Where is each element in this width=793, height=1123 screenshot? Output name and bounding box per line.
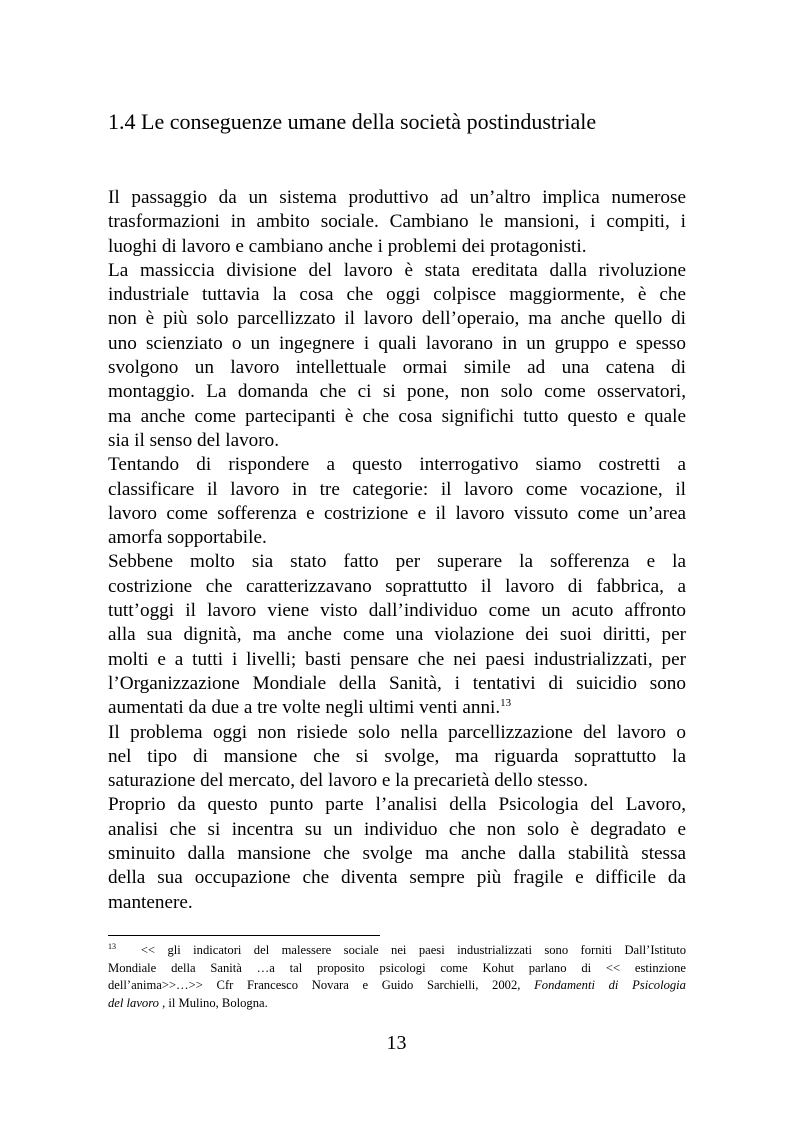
text-line: analisi che si incentra su un individuo che non solo è degradato e — [108, 818, 686, 840]
text-line: Tentando di rispondere a questo interrogativo siamo costretti a — [108, 454, 686, 476]
text-line-with-footnote-ref — [108, 696, 686, 720]
footnote-separator — [108, 935, 380, 936]
text-line: tutt’oggi il lavoro viene visto dall’individuo come un acuto affronto — [108, 600, 686, 622]
footnote-text: << gli indicatori del malessere sociale nei paesi industrializzati sono forniti Dall’Istituto — [140, 943, 687, 957]
text-line: La massiccia divisione del lavoro è stata ereditata dalla rivoluzione — [108, 259, 686, 281]
text-line: l’Organizzazione Mondiale della Sanità, i tentativi di suicidio sono — [108, 672, 686, 694]
text-line: lavoro come sofferenza e costrizione e il lavoro vissuto come un’area — [108, 502, 686, 524]
text-line: della sua occupazione che diventa sempre più fragile e difficile da — [108, 867, 686, 889]
text-line: costrizione che caratterizzavano soprattutto il lavoro di fabbrica, a — [108, 575, 686, 597]
footnote-book-title: Fondamenti di Psicologia — [534, 978, 686, 993]
text-line: Proprio da questo punto parte l’analisi della Psicologia del Lavoro, — [108, 794, 686, 816]
footnote-marker: 13 — [108, 942, 116, 951]
text-line: amorfa sopportabile. — [108, 527, 267, 549]
footnote-line — [108, 977, 686, 995]
text-line: uno scienziato o un ingegnere i quali lavorano in un gruppo e spesso — [108, 332, 686, 354]
text-line: industriale tuttavia la cosa che oggi colpisce maggiormente, è che — [108, 284, 686, 306]
footnote-book-title-cont: del lavoro — [108, 995, 159, 1010]
section-heading: 1.4 Le conseguenze umane della società postindustriale — [108, 109, 597, 134]
text-line: montaggio. La domanda che ci si pone, non solo come osservatori, — [108, 381, 686, 403]
text-line: ma anche come partecipanti è che cosa significhi tutto questo e quale — [108, 405, 686, 427]
text-line: sia il senso del lavoro. — [108, 429, 280, 451]
text-line: Il problema oggi non risiede solo nella parcellizzazione del lavoro o — [108, 721, 686, 743]
footnote — [108, 942, 686, 1012]
text-line: Il passaggio da un sistema produttivo ad un’altro implica numerose — [108, 187, 686, 208]
text-line: sminuito dalla mansione che svolge ma anche dalla stabilità stessa — [108, 843, 686, 865]
text-line: Sebbene molto sia stato fatto per superare la sofferenza e la — [108, 551, 686, 573]
page-number: 13 — [386, 1032, 407, 1054]
text-line: mantenere. — [108, 891, 193, 913]
text-line: nel tipo di mansione che si svolge, ma riguarda soprattutto la — [108, 745, 686, 767]
text-line: trasformazioni in ambito sociale. Cambiano le mansioni, i compiti, i — [108, 211, 686, 233]
text-line: luoghi di lavoro e cambiano anche i problemi dei protagonisti. — [108, 235, 587, 257]
text-line: non è più solo parcellizzato il lavoro dell’operaio, ma anche quello di — [108, 308, 686, 330]
footnote-text: dell’anima>>…>> Cfr Francesco Novara e Guido Sarchielli, 2002, — [108, 978, 521, 993]
text-line: saturazione del mercato, del lavoro e la precarietà dello stesso. — [108, 770, 589, 792]
footnote-line — [108, 995, 686, 1013]
text-line: molti e a tutti i livelli; basti pensare che nei paesi industrializzati, per — [108, 648, 686, 670]
footnote-line — [108, 942, 686, 960]
footnote-reference: 13 — [500, 697, 512, 710]
footnote-text: , il Mulino, Bologna. — [162, 995, 268, 1010]
footnote-line: Mondiale della Sanità …a tal proposito psicologi come Kohut parlano di << estinzione — [108, 960, 686, 975]
text-line: svolgono un lavoro intellettuale ormai simile ad una catena di — [108, 357, 686, 379]
text-line: classificare il lavoro in tre categorie: il lavoro come vocazione, il — [108, 478, 686, 500]
body-text — [108, 186, 686, 915]
text-line: alla sua dignità, ma anche come una violazione dei suoi diritti, per — [108, 624, 686, 646]
text-line-content: aumentati da due a tre volte negli ultimi venti anni. — [108, 697, 501, 719]
